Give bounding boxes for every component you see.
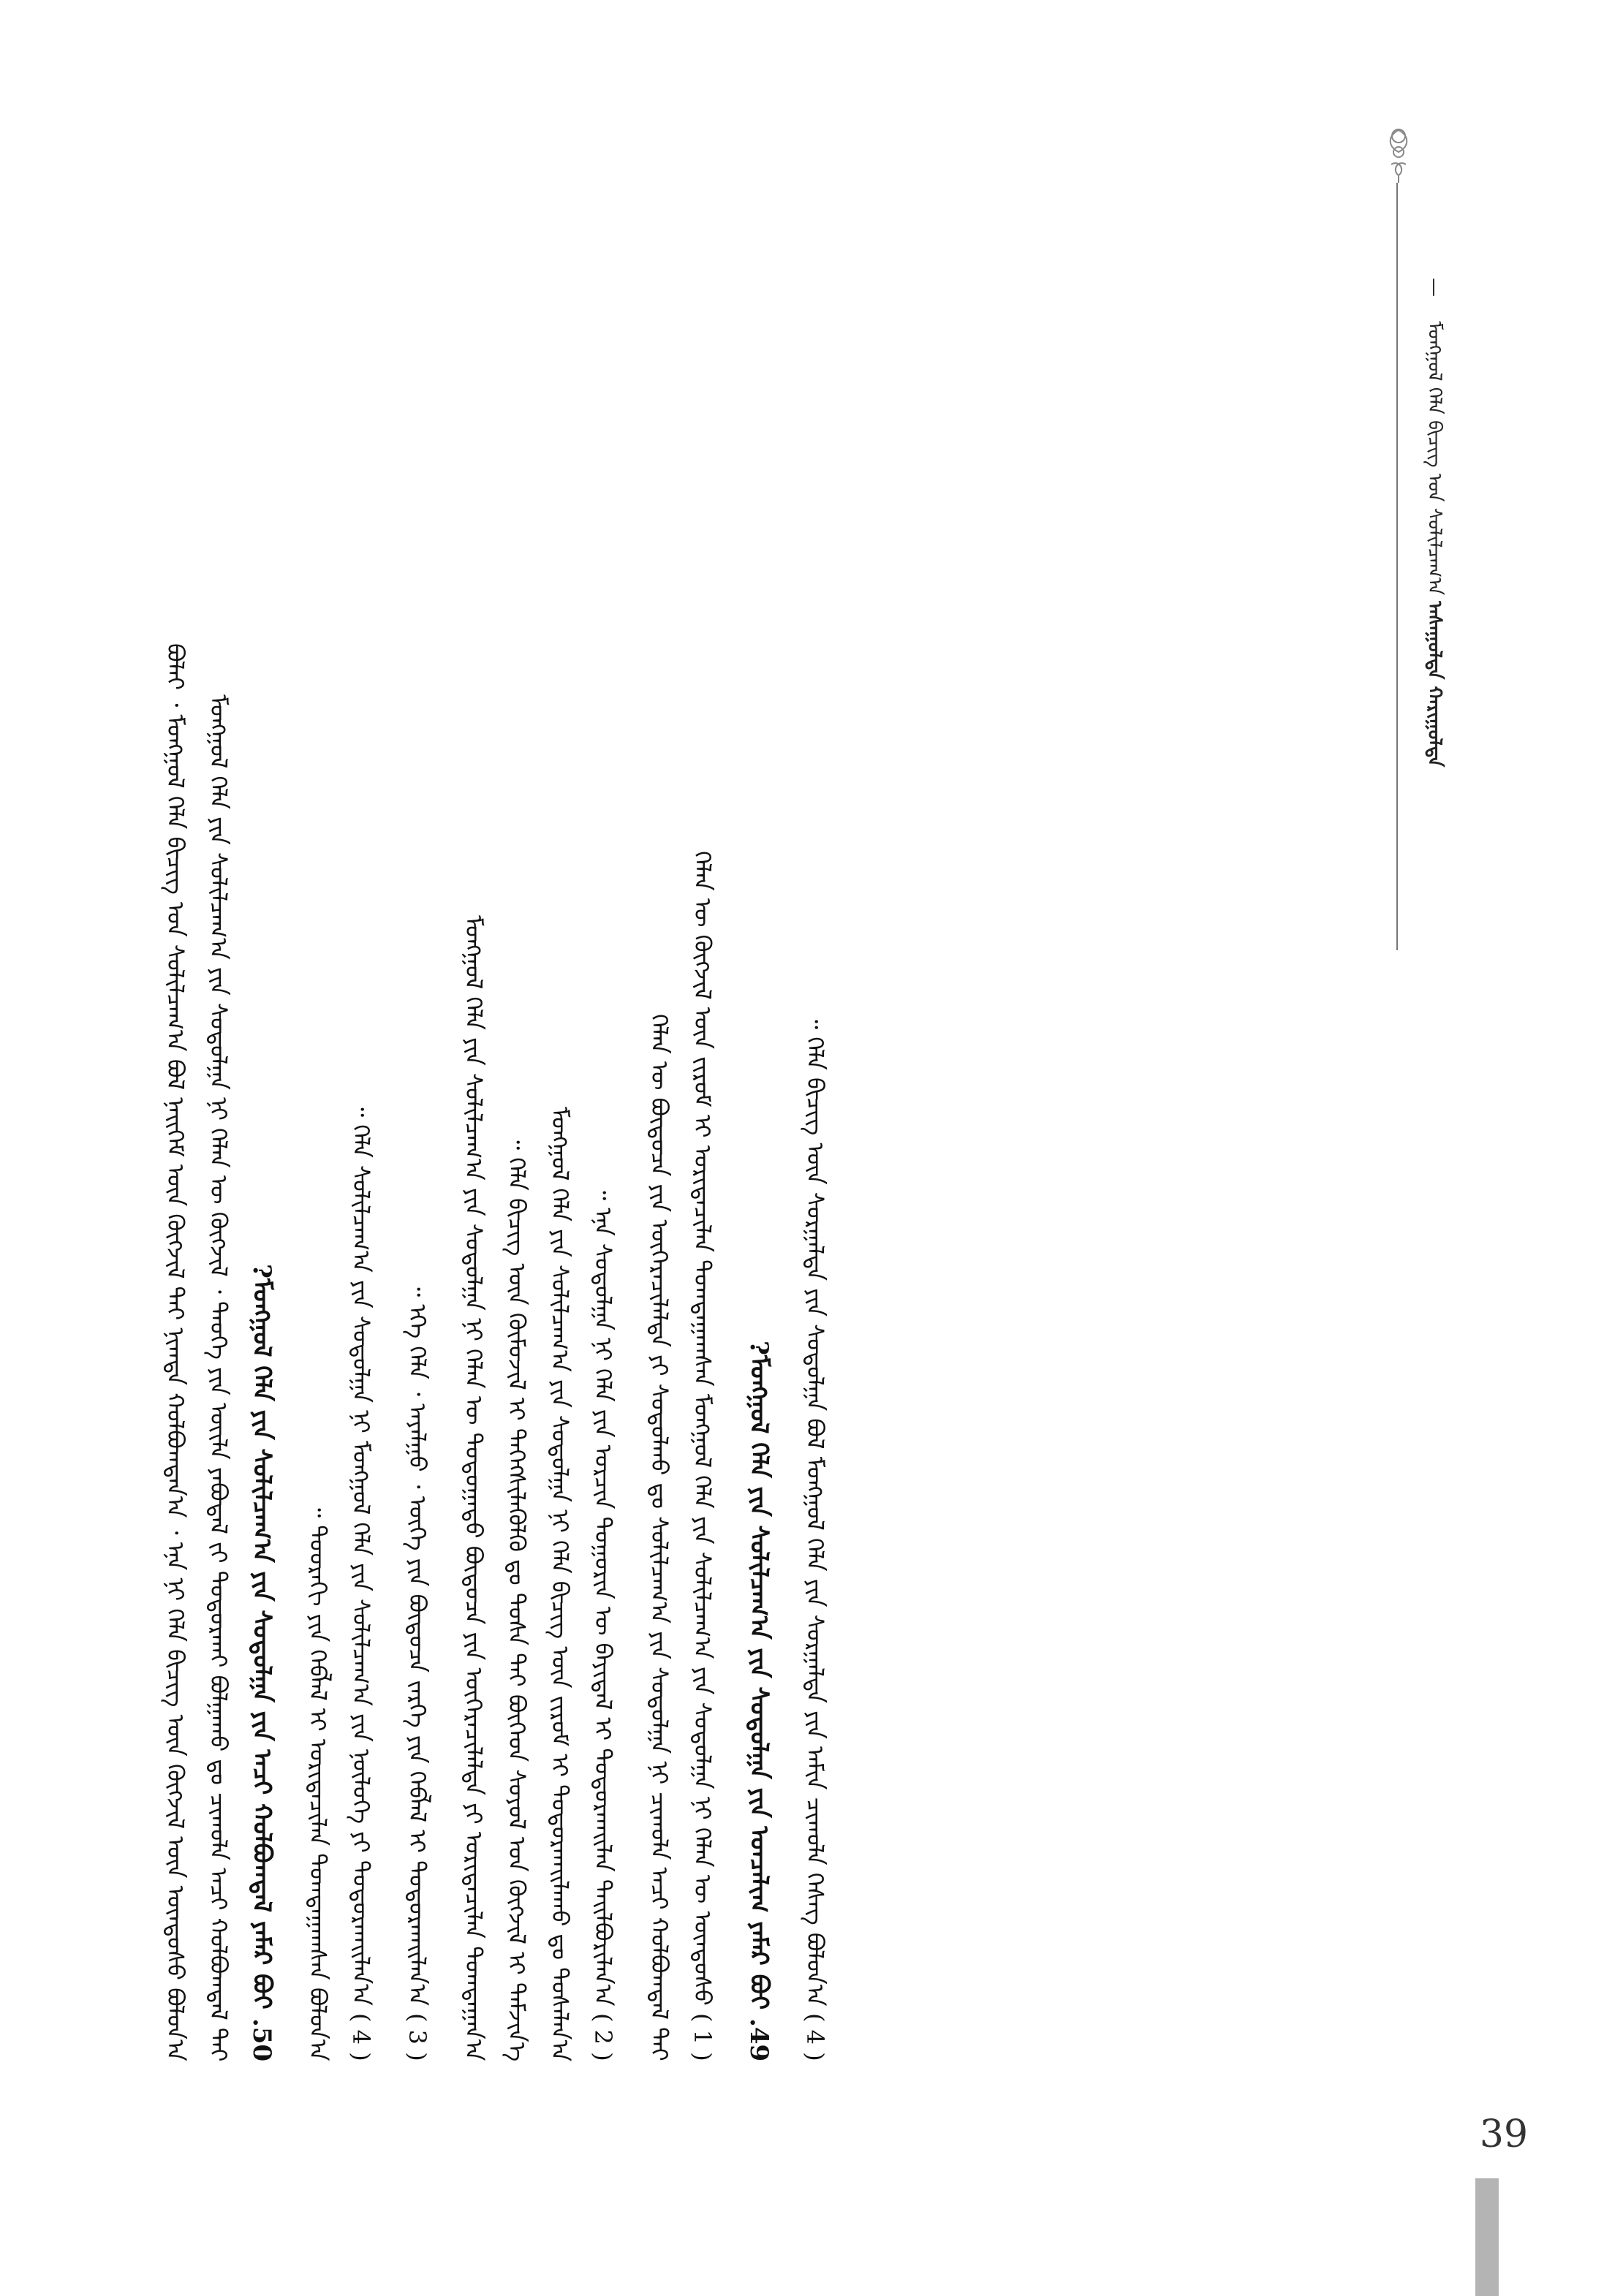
item-marker: ( 1 ) — [689, 2013, 716, 2061]
item-marker: ( 3 ) — [404, 2013, 431, 2061]
body-line — [452, 219, 495, 2061]
line-text: ᠬᠡᠯᠡ ᠪᠢᠴᠢᠭ᠌ ᠦᠨ ᠬᠦᠮᠦᠵᠢᠯ ᠢ ᠳᠡᠭᠡᠭᠰᠢᠯᠡᠭᠦᠯᠬᠦ ᠳᠤ ᠲᠤᠰᠠ ᠲᠠᠢ ᠪᠥᠭᠡᠳ ᠰᠣᠶᠤᠯ ᠤᠨ ᠬᠥᠭᠵᠢᠯ ᠢ ᠳᠡᠮᠵᠢᠨ᠎ᠡ ᠃ — [503, 1134, 531, 2061]
body-line — [538, 219, 581, 2061]
line-text: ᠪᠣᠯᠠᠢ ᠂ ᠮᠣᠩᠭᠣᠯ ᠬᠡᠯᠡ ᠪᠢᠴᠢᠭ᠌ ᠤᠨ ᠰᠣᠯᠢᠯᠴᠠᠭ᠎ᠠ ᠪᠣᠯ ᠨᠡᠢᠭᠡᠮ ᠦᠨ ᠬᠥᠭᠵᠢᠯ ᠲᠡᠢ ᠨᠢᠭᠲᠠ ᠬᠣᠯᠪᠣᠭᠳᠠᠨ᠎ᠠ ᠂ ᠡᠨᠡ ᠨᠢ ᠬᠡᠯᠡ ᠪᠢᠴᠢᠭ᠌ ᠦᠨ ᠬᠥᠭᠵᠢᠯ ᠦᠨ ᠦᠨᠳᠦᠰᠦ ᠪᠣᠯᠤᠨ᠎ᠠ — [162, 643, 189, 2061]
list-item — [396, 219, 452, 2061]
item-marker: ( 4 ) — [801, 2013, 829, 2061]
question-text: ᠮᠣᠩᠭᠣᠯ ᠬᠡᠯᠡ ᠶᠢᠨ ᠰᠣᠯᠢᠯᠴᠠᠭ᠎ᠠ ᠶᠢᠨ ᠰᠤᠳᠤᠯᠭᠠ ᠶᠢᠨ ᠠᠴᠢ ᠬᠣᠯᠪᠣᠭᠳᠠᠯ ᠶᠠᠮᠠᠷ ᠪᠣᠢ? — [247, 1264, 276, 2009]
body-line — [495, 219, 538, 2061]
question-heading — [737, 219, 793, 2061]
ornament-icon — [1380, 124, 1417, 183]
line-text: ᠬᠡᠯᠡ ᠰᠣᠯᠢᠯᠴᠠᠭ᠎ᠠ ᠶᠢᠨ ᠰᠤᠳᠤᠯᠭᠠ ᠨᠢ ᠮᠣᠩᠭᠣᠯ ᠬᠡᠯᠡ ᠶᠢᠨ ᠰᠣᠯᠢᠯᠴᠠᠭ᠎ᠠ ᠶᠢᠨ ᠨᠥᠯᠦᠭᠡ ᠶᠢ ᠲᠣᠳᠣᠷᠬᠠᠢᠯᠠᠨ᠎ᠠ ᠃ — [347, 1102, 375, 2007]
list-item — [581, 219, 638, 2061]
line-text: ᠡᠨᠡ ᠰᠤᠳᠤᠯᠭᠠ ᠨᠢ ᠬᠡᠯᠡ ᠶᠢᠨ ᠣᠷᠴᠢᠨ ᠲᠣᠭᠣᠷᠢᠨ ᠦ ᠪᠠᠶᠢᠳᠠᠯ ᠢ ᠲᠣᠳᠣᠷᠬᠠᠢᠯᠠᠨ ᠲᠠᠢᠯᠪᠤᠷᠢᠯᠠᠨ᠎ᠠ ᠃ — [589, 1184, 617, 2007]
question-number: 50. — [247, 2017, 276, 2061]
line-text: ᠬᠡᠯᠡᠨ ᠦ ᠬᠥᠭᠵᠢᠯ ᠦᠨ ᠵᠢᠷᠤᠮ ᠢ ᠤᠷᠢᠳᠠᠴᠢᠯᠠᠨ ᠲᠣᠭᠲᠠᠭᠠᠭᠰᠠᠨ ᠮᠣᠩᠭᠣᠯ ᠬᠡᠯᠡ ᠶᠢᠨ ᠰᠣᠯᠢᠯᠴᠠᠭ᠎ᠠ ᠶᠢᠨ ᠰᠤᠳᠤᠯᠭᠠ ᠨᠢ ᠬᠡᠯᠡᠨ ᠦ ᠦᠨᠳᠦᠰᠦ — [689, 851, 716, 2007]
list-item — [793, 219, 850, 2061]
item-marker: ( 2 ) — [589, 2013, 617, 2061]
running-head — [1418, 278, 1450, 1118]
body-text — [154, 219, 1396, 2061]
page-number: 39 — [1479, 2113, 1529, 2156]
page-tab — [1475, 2178, 1499, 2296]
line-text: ᠮᠣᠩᠭᠣᠯ ᠬᠡᠯᠡ ᠶᠢᠨ ᠰᠣᠯᠢᠯᠴᠠᠭ᠎ᠠ ᠶᠢᠨ ᠰᠤᠳᠤᠯᠭᠠ ᠨᠢ ᠬᠡᠯᠡᠨ ᠦ ᠬᠥᠭᠵᠢᠯ ᠂ ᠲᠡᠦᠬᠡ ᠶᠢᠨ ᠦᠢᠯᠡ ᠶᠠᠪᠤᠳᠠᠯ ᠵᠢ ᠲᠣᠳᠣᠷᠬᠠᠢ ᠪᠣᠯᠭᠠᠬᠤ ᠳᠤ ᠴᠢᠬᠤᠯᠠ ᠠᠴᠢ ᠬᠣᠯᠪᠣᠭᠳᠠᠯ ᠲᠠᠢ — [205, 694, 232, 2061]
question-heading — [240, 219, 296, 2061]
running-head-dash: — — [1423, 278, 1445, 298]
line-text: ᠮᠣᠩᠭᠣᠯ ᠬᠡᠯᠡ ᠶᠢᠨ ᠰᠣᠯᠢᠯᠴᠠᠭ᠎ᠠ ᠶᠢᠨ ᠰᠤᠳᠤᠯᠭᠠ ᠨᠢ ᠬᠡᠯᠡ ᠪᠢᠴᠢᠭ᠌ ᠦᠨ ᠵᠢᠷᠤᠮ ᠢ ᠲᠣᠳᠣᠷᠬᠠᠢᠯᠠᠬᠤ ᠳᠤ ᠲᠤᠰᠠᠯᠠᠨ᠎ᠠ — [546, 1106, 574, 2061]
line-text: ᠡᠬᠡ ᠬᠡᠯᠡ ᠂ ᠠᠶᠠᠯᠭᠤ ᠂ ᠦᠭᠡ ᠶᠢᠨ ᠪᠦᠲᠦᠴᠡ ᠵᠡᠷᠭᠡ ᠶᠢᠨ ᠬᠡᠪᠯᠡᠯ ᠢ ᠲᠣᠳᠣᠷᠬᠠᠢᠯᠠᠨ᠎ᠠ ᠃ — [404, 1281, 431, 2007]
question-number: 49. — [744, 2017, 773, 2061]
line-text: ᠬᠡᠯᠡᠨ ᠦ ᠪᠦᠲᠦᠴᠡ ᠶᠢᠨ ᠥᠭᠡᠷᠡᠴᠢᠯᠡᠯᠲᠡ ᠶᠢ ᠰᠤᠳᠤᠯᠬᠤ ᠳᠤ ᠰᠣᠯᠢᠯᠴᠠᠭ᠎ᠠ ᠶᠢᠨ ᠰᠤᠳᠤᠯᠭᠠ ᠨᠢ ᠴᠢᠬᠤᠯᠠ ᠠᠴᠢ ᠬᠣᠯᠪᠣᠭᠳᠠᠯ ᠲᠠᠢ — [646, 1014, 673, 2061]
line-text: ᠮᠣᠩᠭᠣᠯ ᠬᠡᠯᠡ ᠶᠢᠨ ᠰᠣᠯᠢᠯᠴᠠᠭ᠎ᠠ ᠶᠢᠨ ᠰᠤᠳᠤᠯᠭᠠ ᠨᠢ ᠬᠡᠯᠡᠨ ᠦ ᠳᠣᠲᠣᠭᠠᠳᠤ ᠪᠦᠲᠦᠴᠡ ᠶᠢᠨ ᠥᠭᠡᠷᠡᠴᠢᠯᠡᠯᠲᠡ ᠶᠢ ᠤᠷᠢᠳᠠᠴᠢᠯᠠᠨ ᠲᠣᠭᠲᠠᠭᠠᠨ᠎ᠠ — [460, 915, 488, 2061]
line-text: ᠬᠡᠯᠡ ᠪᠢᠴᠢᠭ᠌ ᠦᠨ ᠰᠤᠷᠭᠠᠯᠲᠠ ᠶᠢᠨ ᠰᠤᠳᠤᠯᠭᠠ ᠪᠣᠯ ᠮᠣᠩᠭᠣᠯ ᠬᠡᠯᠡ ᠶᠢᠨ ᠰᠤᠷᠭᠠᠯᠲᠠ ᠶᠢᠨ ᠠᠮᠢᠨ ᠴᠢᠬᠤᠯᠠ ᠬᠡᠰᠡᠭ ᠪᠣᠯᠤᠨ᠎ᠠ ᠃ — [801, 1013, 829, 2007]
running-head-text: ᠮᠣᠩᠭᠣᠯ ᠬᠡᠯᠡ ᠪᠢᠴᠢᠭ᠌ ᠤᠨ ᠰᠣᠯᠢᠯᠴᠠᠭ᠎ᠠ — [1423, 321, 1445, 596]
body-line — [197, 219, 240, 2061]
header-rule — [1396, 183, 1398, 950]
line-text: ᠳᠣᠣᠷᠠᠬᠢ ᠶᠢᠨ ᠬᠡᠪᠯᠡᠯ ᠢ ᠤᠷᠢᠳᠠᠴᠢᠯᠠᠨ ᠲᠣᠭᠲᠠᠭᠠᠭᠰᠠᠨ ᠪᠣᠯᠤᠨ᠎ᠠ ᠃ — [304, 1502, 332, 2061]
list-item — [339, 219, 396, 2061]
running-head-bold: ᠠᠰᠠᠭᠤᠯᠲᠠ ᠬᠠᠷᠢᠭᠤᠯᠲᠠ — [1423, 601, 1445, 768]
question-text: ᠮᠣᠩᠭᠣᠯ ᠬᠡᠯᠡ ᠶᠢᠨ ᠰᠣᠯᠢᠯᠴᠠᠭ᠎ᠠ ᠶᠢᠨ ᠰᠤᠳᠤᠯᠭᠠ ᠶᠢᠨ ᠣᠨᠴᠠᠯᠢᠭ ᠶᠠᠮᠠᠷ ᠪᠣᠢ? — [744, 1340, 773, 2009]
list-item — [681, 219, 737, 2061]
item-marker: ( 4 ) — [347, 2013, 375, 2061]
body-line — [296, 219, 339, 2061]
body-line — [154, 219, 197, 2061]
body-line — [638, 219, 681, 2061]
